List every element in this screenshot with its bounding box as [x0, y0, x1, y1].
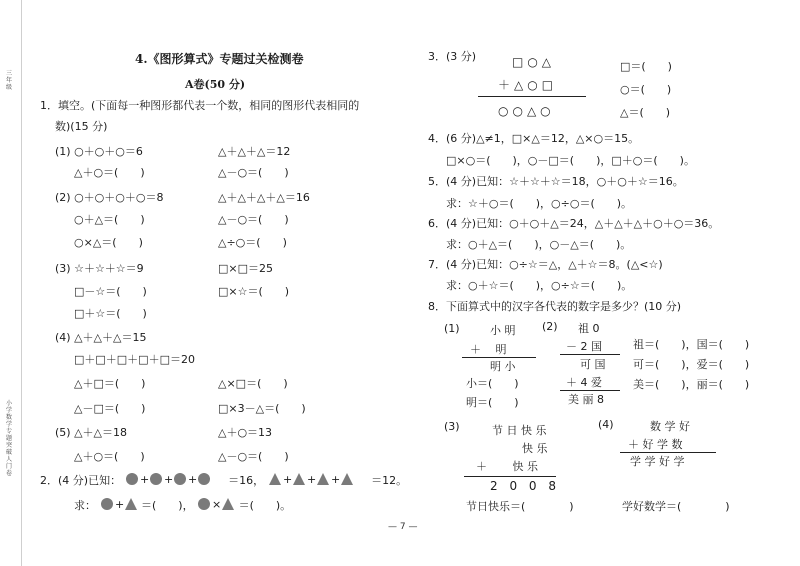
svg-text:+: + [282, 473, 292, 486]
binding-edge [21, 0, 22, 566]
edge-grade-label: 三年级 [6, 70, 13, 91]
q8-2-label: (2) [542, 320, 558, 333]
q8-2-row4: ＋ 4 爱 [566, 376, 602, 389]
q3-label: 3．(3 分) [428, 50, 477, 63]
q1-4-ask-right-1: △×□＝( ) [218, 377, 288, 390]
q3-row2: ＋△○□ [498, 78, 558, 92]
q2-prefix: 2．(4 分)已知： [40, 474, 122, 487]
q8-1-answer-xiao: 小＝( ) [466, 377, 519, 390]
q8-1-row2: ＋ 明 [470, 343, 507, 356]
q8-4-row1: 数 学 好 [650, 420, 690, 433]
q8-1-row3: 明 小 [490, 360, 516, 373]
q8-1-row1: 小 明 [490, 324, 516, 337]
svg-text:+: + [306, 473, 316, 486]
q8-4-label: (4) [598, 418, 614, 431]
q8-2-diff-line [560, 354, 620, 355]
q1-2-given-right: △＋△＋△＋△＝16 [218, 191, 310, 204]
q1-4-ask-left-2: △－□＝( ) [74, 402, 146, 415]
q3-answer-square: □＝( ) [620, 60, 672, 73]
gray-circle-sum-icon [125, 472, 225, 486]
q1-3-ask-right-1: □×☆＝( ) [218, 285, 290, 298]
gray-circle-plus-triangle-icon [100, 497, 138, 511]
q8-4-sum-line [620, 452, 716, 453]
svg-text:+: + [139, 473, 149, 486]
q8-3-row4: 2 0 0 8 [490, 479, 560, 493]
q8-3-row2: 快 乐 [522, 442, 548, 455]
q8-4-row2: ＋ 好 学 数 [628, 438, 683, 451]
q1-3-given-right: □×□＝25 [218, 262, 273, 275]
q7-given: 7．(4 分)已知：○÷☆＝△，△＋☆＝8。(△<☆) [428, 258, 663, 271]
q3-row1: □○△ [512, 55, 556, 69]
svg-text:×: × [212, 498, 222, 511]
q2-ask-end: ＝( )。 [238, 499, 292, 512]
q8-1-sum-line [462, 357, 536, 358]
svg-text:+: + [114, 498, 124, 511]
q3-sum-line [478, 96, 586, 97]
q8-3-sum-line [464, 476, 556, 477]
edge-series-label: 小学数学专题突破人门卷 [6, 400, 13, 477]
q1-1-given-right: △＋△＋△＝12 [218, 145, 291, 158]
q1-2-given-left: (2) ○＋○＋○＋○＝8 [55, 191, 164, 204]
q1-3-given-left: (3) ☆＋☆＋☆＝9 [55, 262, 144, 275]
q8-2-row1: 祖 0 [578, 322, 600, 335]
q6-given: 6．(4 分)已知：○＋○＋△＝24，△＋△＋△＋○＋○＝36。 [428, 217, 720, 230]
q1-5-given-right: △＋○＝13 [218, 426, 273, 439]
q8-3-row3: ＋ 快 乐 [476, 460, 538, 473]
gray-triangle-sum-icon [268, 472, 368, 486]
q8-2-row3: 可 国 [580, 358, 606, 371]
q1-1-given-left: (1) ○＋○＋○＝6 [55, 145, 143, 158]
q2-suffix2: ＝12。 [371, 474, 408, 487]
q5-given: 5．(4 分)已知：☆＋☆＋☆＝18，○＋○＋☆＝16。 [428, 175, 684, 188]
q6-ask: 求：○＋△＝( )，○－△＝( )。 [446, 238, 632, 251]
q8-2-answer-ke-ai: 可＝( )，爱＝( ) [633, 358, 750, 371]
q8-2-sum-line [560, 390, 620, 391]
q1-4-given-1: (4) △＋△＋△＝15 [55, 331, 147, 344]
q8-1-label: (1) [444, 322, 460, 335]
q1-5-given-left: (5) △＋△＝18 [55, 426, 127, 439]
q3-answer-triangle: △＝( ) [620, 106, 671, 119]
page-number: — 7 — [388, 522, 418, 532]
page-subtitle: A卷(50 分) [185, 78, 246, 91]
q8-2-row2: － 2 国 [566, 340, 602, 353]
q2-ask-label: 求： [74, 499, 96, 512]
q8-2-answer-mei-li: 美＝( )，丽＝( ) [633, 378, 750, 391]
q5-ask: 求：☆＋○＝( )，○÷○＝( )。 [446, 197, 633, 210]
q2-ask-mid: ＝( )， [141, 499, 194, 512]
q1-1-ask-left: △＋○＝( ) [74, 166, 145, 179]
q1-2-ask-left-2: ○×△＝( ) [74, 236, 143, 249]
q8-2-answer-zu-guo: 祖＝( )，国＝( ) [633, 338, 750, 351]
q8-1-answer-ming: 明＝( ) [466, 396, 519, 409]
q2-suffix: ＝16， [228, 474, 265, 487]
q3-answer-circle: ○＝( ) [620, 83, 672, 96]
gray-circle-times-triangle-icon [197, 497, 235, 511]
q1-1-ask-right: △－○＝( ) [218, 166, 289, 179]
q1-2-ask-right-1: △－○＝( ) [218, 213, 289, 226]
svg-text:+: + [163, 473, 173, 486]
svg-text:+: + [330, 473, 340, 486]
q1-3-ask-left-1: □－☆＝( ) [74, 285, 147, 298]
q1-5-ask-right: △－○＝( ) [218, 450, 289, 463]
q2-ask [74, 497, 291, 513]
q8-4-answer: 学好数学＝( ) [622, 500, 730, 513]
q1-2-ask-left-1: ○＋△＝( ) [74, 213, 145, 226]
q4-given: 4．(6 分)△≠1，□×△＝12，△×○＝15。 [428, 132, 640, 145]
page-title: 4.《图形算式》专题过关检测卷 [135, 52, 304, 66]
q1-3-ask-left-2: □＋☆＝( ) [74, 307, 147, 320]
q1-stem-line2: 数)(15 分) [55, 120, 108, 133]
q8-3-answer: 节日快乐＝( ) [466, 500, 574, 513]
q8-4-row3: 学 学 好 学 [630, 455, 685, 468]
svg-text:+: + [187, 473, 197, 486]
q1-5-ask-left: △＋○＝( ) [74, 450, 145, 463]
q8-3-label: (3) [444, 420, 460, 433]
q1-4-given-2: □＋□＋□＋□＋□＝20 [74, 353, 195, 366]
q1-4-ask-right-2: □×3－△＝( ) [218, 402, 306, 415]
q8-3-row1: 节 日 快 乐 [492, 424, 547, 437]
q2-given [40, 472, 407, 488]
q3-row3: ○○△○ [498, 104, 555, 118]
q8-2-row5: 美 丽 8 [568, 393, 604, 406]
q1-2-ask-right-2: △÷○＝( ) [218, 236, 287, 249]
q4-ask: □×○＝( )，○－□＝( )，□＋○＝( )。 [446, 154, 695, 167]
q1-stem-line1: 1．填空。(下面每一种图形都代表一个数，相同的图形代表相同的 [40, 99, 360, 112]
q7-ask: 求：○＋☆＝( )，○÷☆＝( )。 [446, 279, 633, 292]
q8-stem: 8．下面算式中的汉字各代表的数字是多少？(10 分) [428, 300, 682, 313]
q1-4-ask-left-1: △＋□＝( ) [74, 377, 146, 390]
